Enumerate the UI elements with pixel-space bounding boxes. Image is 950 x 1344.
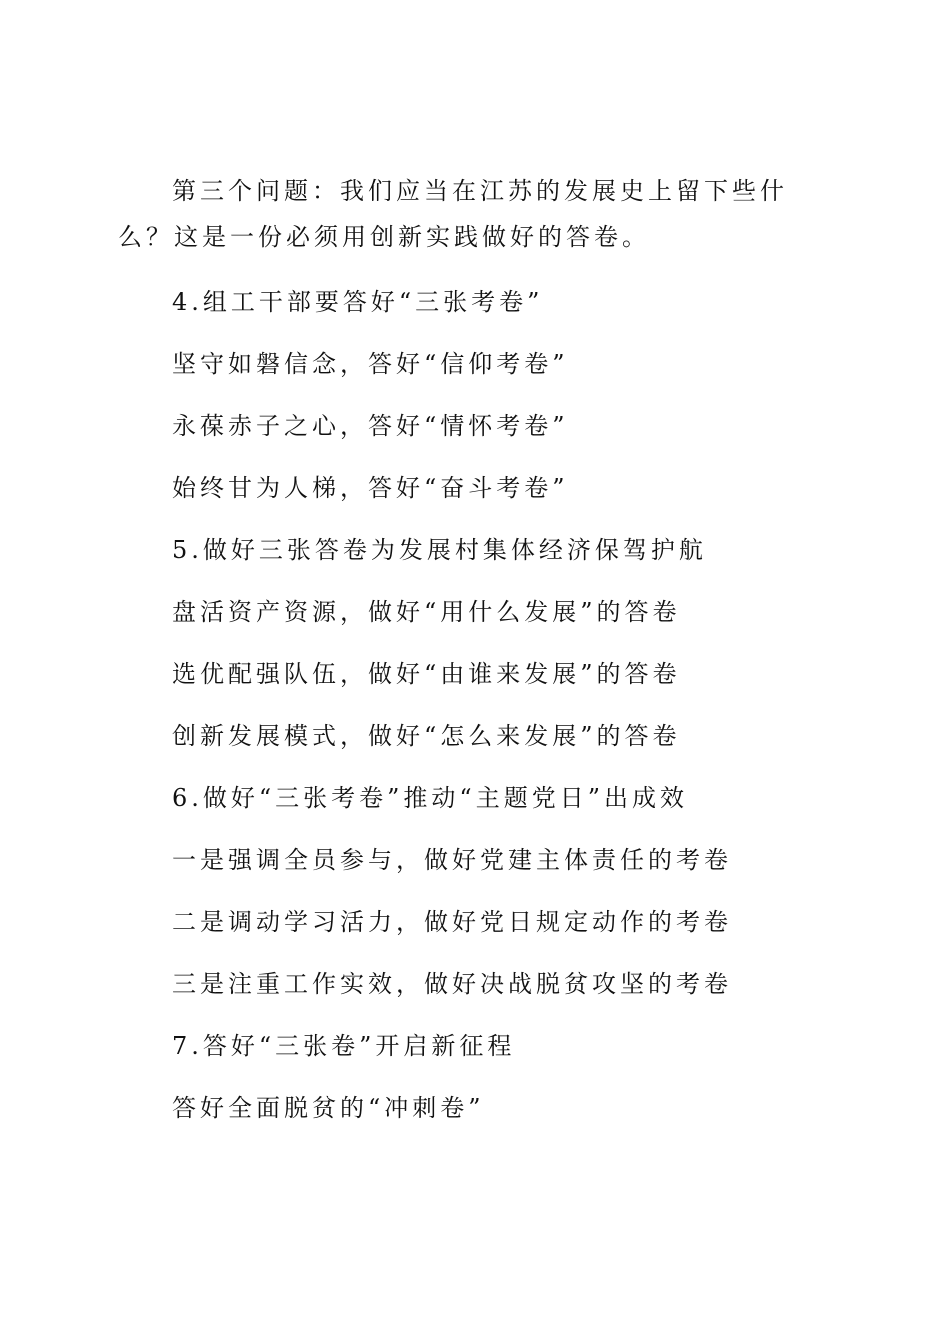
heading-4: 4.组工干部要答好“三张考卷” (172, 288, 544, 316)
intro-paragraph: 第三个问题：我们应当在江苏的发展史上留下些什么？这是一份必须用创新实践做好的答卷。 (118, 177, 788, 251)
list-item: 盘活资产资源，做好“用什么发展”的答卷 (172, 598, 681, 626)
heading-5: 5.做好三张答卷为发展村集体经济保驾护航 (172, 536, 707, 564)
list-item: 一是强调全员参与，做好党建主体责任的考卷 (172, 846, 732, 874)
list-item: 坚守如磐信念，答好“信仰考卷” (172, 350, 569, 378)
list-item: 二是调动学习活力，做好党日规定动作的考卷 (172, 908, 732, 936)
list-item: 始终甘为人梯，答好“奋斗考卷” (172, 474, 569, 502)
list-item: 选优配强队伍，做好“由谁来发展”的答卷 (172, 660, 681, 688)
list-item: 答好全面脱贫的“冲刺卷” (172, 1094, 485, 1122)
list-item: 三是注重工作实效，做好决战脱贫攻坚的考卷 (172, 970, 732, 998)
heading-7: 7.答好“三张卷”开启新征程 (172, 1032, 516, 1060)
heading-6: 6.做好“三张考卷”推动“主题党日”出成效 (172, 784, 688, 812)
list-item: 永葆赤子之心，答好“情怀考卷” (172, 412, 569, 440)
list-item: 创新发展模式，做好“怎么来发展”的答卷 (172, 722, 681, 750)
